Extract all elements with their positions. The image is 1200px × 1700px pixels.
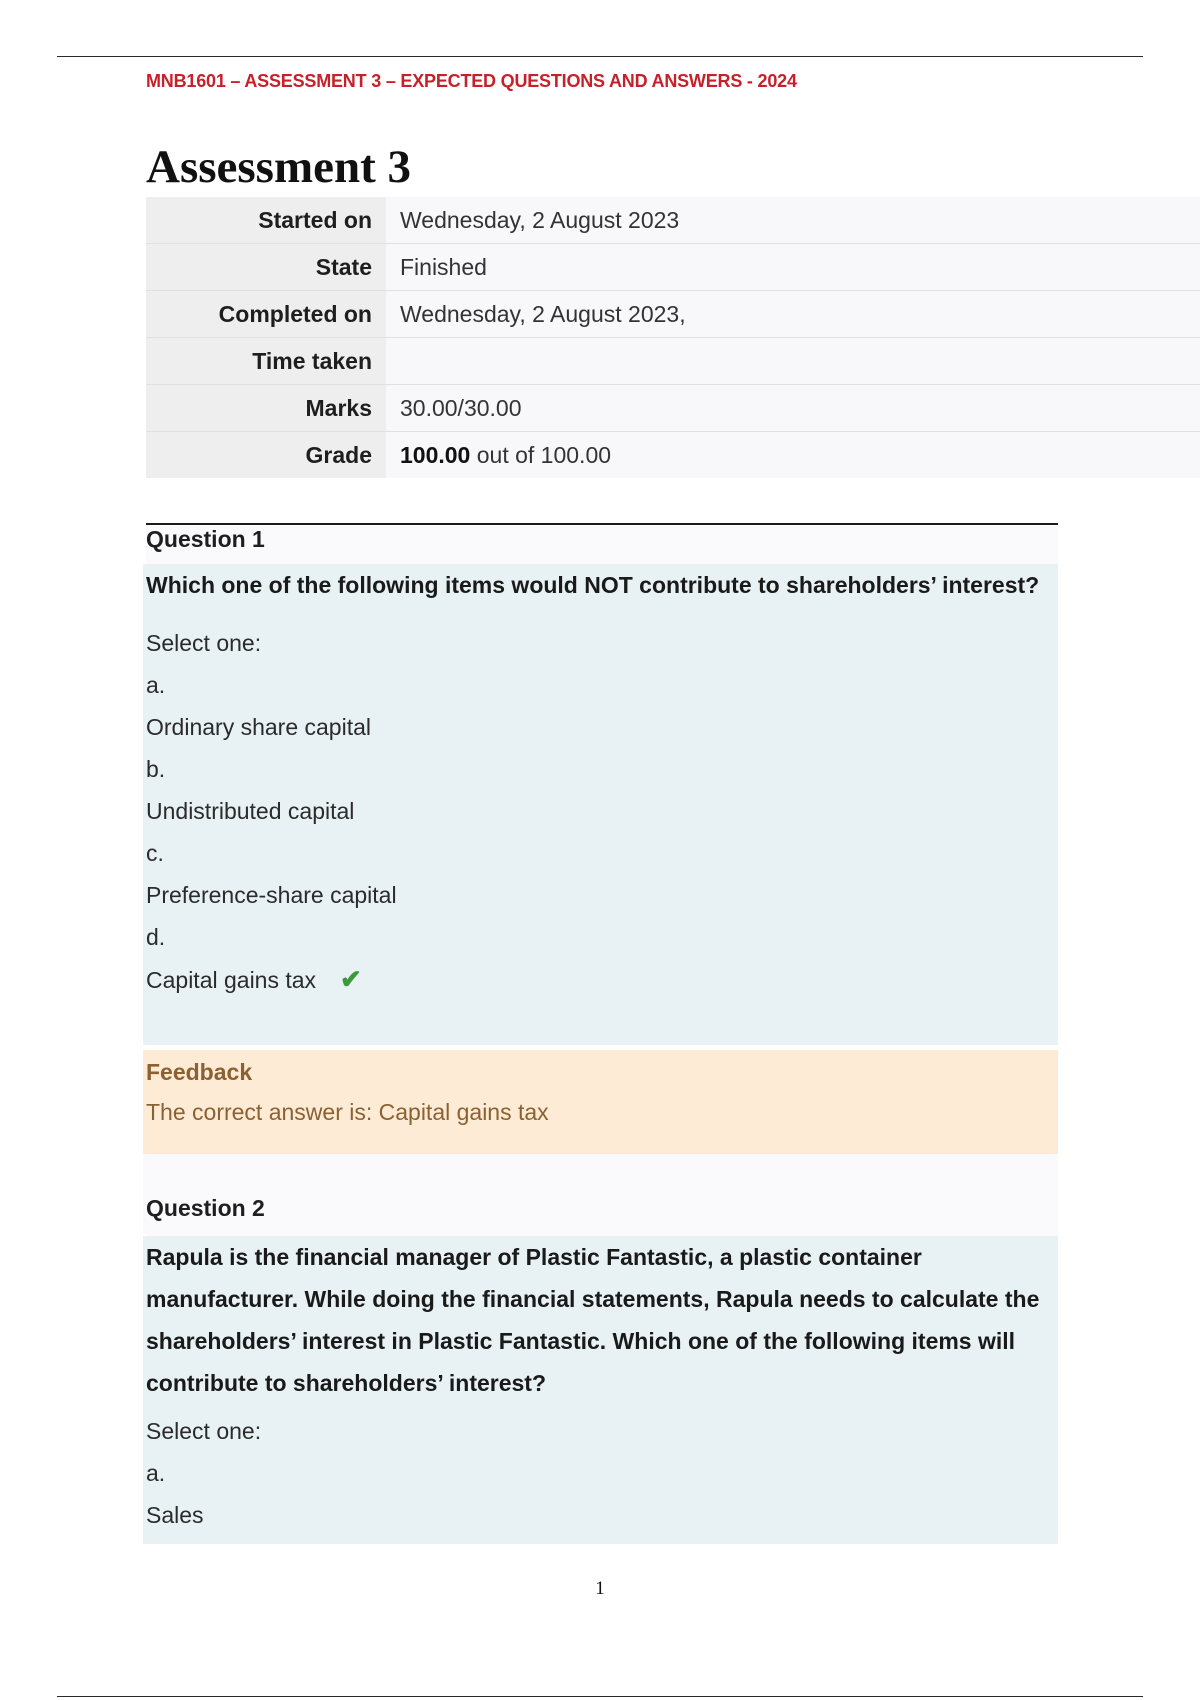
summary-row-marks (146, 385, 1200, 432)
question-2-content (143, 1236, 1058, 1544)
question-1-rule (146, 523, 1058, 525)
question-1-text: Which one of the following items would NOT contribute to shareholders’ interest? (146, 572, 1040, 598)
question-2-text: Rapula is the financial manager of Plastic Fantastic, a plastic container manufacturer. While doing the financial statements, Rapula needs to calculate the shareholders’ interest in Plastic Fantastic. Which one of the following items will contribute to shareholders’ interest? (146, 1244, 1040, 1396)
summary-row-time (146, 338, 1200, 385)
grade-value (386, 432, 1200, 479)
state-value: Finished (386, 244, 1200, 291)
question-2-heading: Question 2 (146, 1190, 1058, 1236)
question-1-content (143, 564, 1058, 1045)
q2-option-a-text[interactable]: Sales (146, 1502, 204, 1528)
time-taken-value (386, 338, 1200, 385)
summary-row-grade (146, 432, 1200, 479)
option-a-letter: a. (146, 672, 166, 698)
marks-value: 30.00/30.00 (386, 385, 1200, 432)
question-2-select-label: Select one: (146, 1418, 262, 1444)
grade-score: 100.00 (400, 441, 471, 468)
option-d[interactable] (146, 958, 1058, 1001)
question-1-select-label: Select one: (146, 630, 262, 656)
summary-row-started (146, 197, 1200, 244)
top-rule (57, 56, 1143, 57)
checkmark-icon: ✔ (340, 964, 362, 994)
option-d-letter: d. (146, 924, 166, 950)
option-a-text[interactable]: Ordinary share capital (146, 714, 371, 740)
summary-row-state (146, 244, 1200, 291)
marks-label: Marks (146, 385, 386, 432)
option-d-text: Capital gains tax (146, 967, 317, 993)
document-header: MNB1601 – ASSESSMENT 3 – EXPECTED QUESTIONS AND ANSWERS - 2024 (146, 71, 797, 91)
started-value: Wednesday, 2 August 2023 (386, 197, 1200, 244)
option-c-letter: c. (146, 840, 164, 866)
started-label: Started on (146, 197, 386, 244)
time-taken-label: Time taken (146, 338, 386, 385)
page-title: Assessment 3 (146, 141, 412, 193)
page-number: 1 (595, 1578, 605, 1599)
grade-out-of: out of 100.00 (470, 441, 612, 468)
feedback-text: The correct answer is: Capital gains tax (146, 1099, 549, 1125)
feedback-title: Feedback (146, 1059, 253, 1085)
option-b-text[interactable]: Undistributed capital (146, 798, 355, 824)
question-1-heading: Question 1 (146, 526, 1058, 564)
summary-row-completed (146, 291, 1200, 338)
option-c-text[interactable]: Preference-share capital (146, 882, 397, 908)
option-b-letter: b. (146, 756, 166, 782)
question-1-feedback (143, 1050, 1058, 1154)
grade-label: Grade (146, 432, 386, 479)
completed-value: Wednesday, 2 August 2023, (386, 291, 1200, 338)
state-label: State (146, 244, 386, 291)
q2-option-a-letter: a. (146, 1460, 166, 1486)
completed-label: Completed on (146, 291, 386, 338)
bottom-rule (57, 1696, 1143, 1697)
attempt-summary-table (146, 197, 1200, 478)
